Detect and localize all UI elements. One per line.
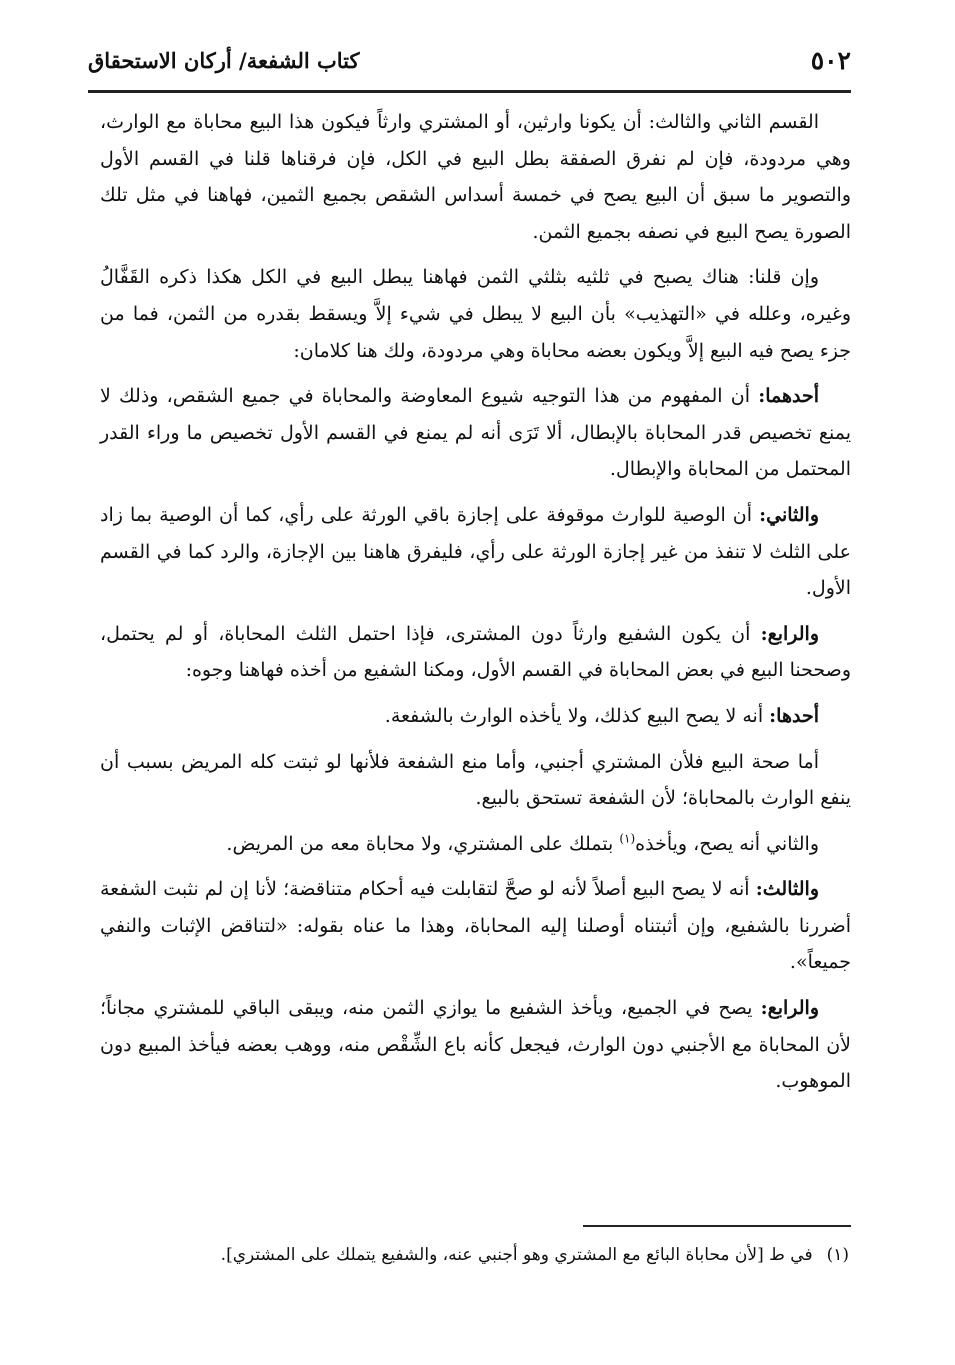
paragraph-10-text: يصح في الجميع، ويأخذ الشفيع ما يوازي الثمن منه، ويبقى الباقي للمشتري مجاناً؛ لأن المحاباة مع الأجنبي دون الوارث، فيجعل كأنه باع الشِّقْص منه، ووهب بعضه فيأخذ المبيع دون الموهوب.: [100, 997, 851, 1093]
paragraph-6-lead: أحدها:: [769, 704, 819, 727]
paragraph-2-text: وإن قلنا: هناك يصبح في ثلثيه بثلثي الثمن فهاهنا يبطل البيع في الكل هكذا ذكره القَفَّالُ وغيره، وعلله في «التهذيب» بأن البيع لا يبطل في شيء إلاَّ ويسقط بقدره من الثمن، فما من جزء يصح فيه البيع إلاَّ ويكون بعضه محاباة وهي مردودة، ولك هنا كلامان:: [100, 266, 851, 362]
page-number: ٥٠٢: [810, 46, 851, 75]
paragraph-6: [100, 698, 851, 735]
paragraph-4-lead: والثاني:: [759, 503, 819, 526]
paragraph-5-text: أن يكون الشفيع وارثاً دون المشترى، فإذا احتمل الثلث المحاباة، أو لم يحتمل، وصححنا البيع في بعض المحاباة في القسم الأول، ومكنا الشفيع من أخذه فهاهنا وجوه:: [100, 622, 851, 682]
paragraph-3: [100, 378, 851, 488]
page-header: [88, 42, 851, 82]
paragraph-4-text: أن الوصية للوارث موقوفة على إجازة باقي الورثة على رأي، كما أن الوصية بما زاد على الثلث لا تنفذ من غير إجازة الورثة على رأي، فليفرق هاهنا بين الإجازة، والرد كما في القسم الأول.: [100, 503, 851, 600]
paragraph-9-text: أنه لا يصح البيع أصلاً لأنه لو صحَّ لتقابلت فيه أحكام متناقضة؛ لأنا إن لم نثبت الشفعة أضررنا بالشفيع، وإن أثبتناه أوصلنا إليه المحاباة، وهذا ما عناه بقوله: «لتناقض الإثبات والنفي جميعاً».: [100, 878, 851, 974]
header-rule: [88, 90, 851, 93]
paragraph-8-text-before: والثاني أنه يصح، ويأخذه: [635, 832, 819, 855]
paragraph-9-lead: والثالث:: [755, 878, 819, 901]
paragraph-7-text: أما صحة البيع فلأن المشتري أجنبي، وأما منع الشفعة فلأنها لو ثبتت كله المريض بسبب أن ينفع الوارث بالمحاباة؛ لأن الشفعة تستحق بالبيع.: [100, 750, 851, 810]
paragraph-3-lead: أحدهما:: [758, 385, 819, 408]
footnote-number: (١): [826, 1245, 849, 1265]
paragraph-8-text-after: بتملك على المشتري، ولا محاباة معه من المريض.: [226, 832, 620, 855]
running-title: كتاب الشفعة/ أركان الاستحقاق: [88, 48, 360, 73]
paragraph-3-text: أن المفهوم من هذا التوجيه شيوع المعاوضة والمحاباة في جميع الشقص، وذلك لا يمنع تخصيص قدر المحاباة بالإبطال، ألا تَرَى أنه لم يمنع في القسم الأول تخصيص ما وراء القدر المحتمل من المحاباة والإبطال.: [100, 385, 851, 481]
paragraph-5: [100, 616, 851, 689]
paragraph-2: [100, 259, 851, 369]
footnote: [100, 1240, 849, 1270]
paragraph-9: [100, 871, 851, 981]
main-text: [100, 104, 851, 1109]
paragraph-7: [100, 744, 851, 817]
footnote-text: في ط [لأن محاباة البائع مع المشتري وهو أجنبي عنه، والشفيع يتملك على المشتري].: [220, 1245, 813, 1265]
paragraph-6-text: أنه لا يصح البيع كذلك، ولا يأخذه الوارث بالشفعة.: [384, 704, 770, 727]
footnote-rule: [583, 1225, 851, 1227]
paragraph-5-lead: والرابع:: [760, 622, 819, 645]
footnote-reference: (١): [619, 831, 636, 846]
paragraph-10: [100, 990, 851, 1100]
paragraph-4: [100, 497, 851, 607]
paragraph-1: [100, 104, 851, 250]
paragraph-10-lead: والرابع:: [760, 997, 819, 1020]
paragraph-1-text: القسم الثاني والثالث: أن يكونا وارثين، أو المشتري وارثاً فيكون هذا البيع محاباة مع الوارث، وهي مردودة، فإن لم نفرق الصفقة بطل البيع في الكل، فإن فرقناها قلنا في القسم الأول والتصوير ما سبق أن البيع يصح في خمسة أسداس الشقص بجميع الثمين، فهاهنا في مثل تلك الصورة يصح البيع في نصفه بجميع الثمن.: [100, 111, 851, 243]
paragraph-8: [100, 826, 851, 863]
